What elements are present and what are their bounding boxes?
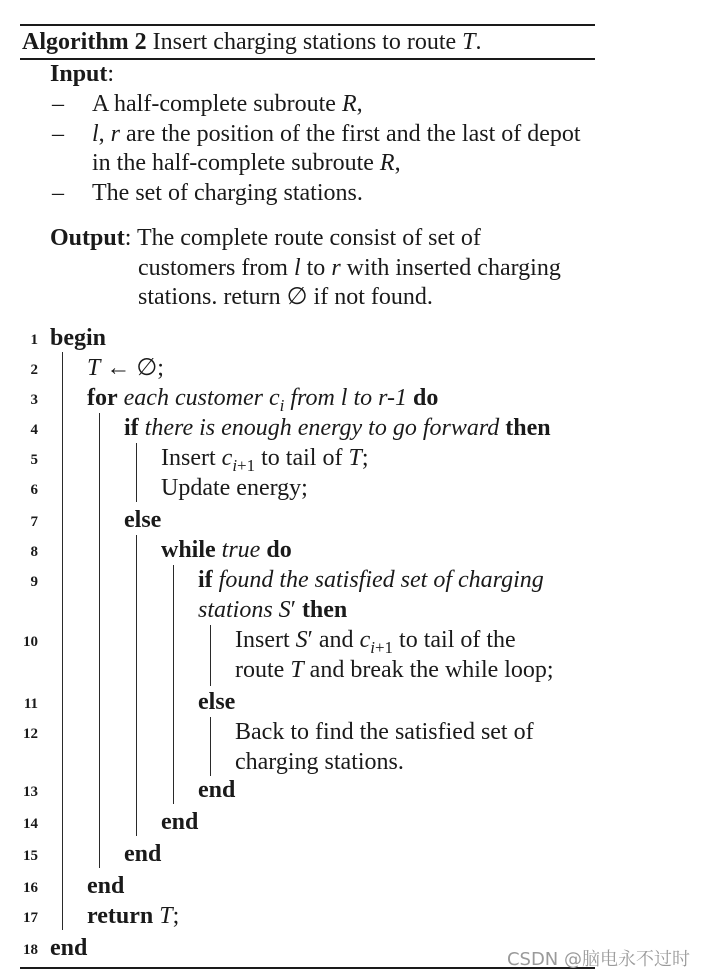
line-3-subscript: i <box>279 396 285 415</box>
block-line-inner-if-then <box>210 625 211 686</box>
caption-var: T <box>462 29 476 55</box>
line-8-cond: true <box>215 537 261 563</box>
input-colon: : <box>107 61 115 87</box>
line-10-var-c: c <box>359 627 371 653</box>
input-item-2-sep: , <box>98 121 111 147</box>
algo-line-1 <box>50 323 106 353</box>
watermark: CSDN @脑电永不过时 <box>506 949 690 970</box>
algo-line-15 <box>124 839 161 869</box>
line-5-sub-rest: +1 <box>237 456 256 475</box>
line-10-text-a: Insert <box>235 627 296 653</box>
line-9-cond: found the satisfied set of charging <box>212 567 544 593</box>
input-item-2-text: are the position of the first and the last of depot <box>120 121 581 147</box>
keyword-begin: begin <box>50 325 107 351</box>
input-item-2-var-r: r <box>110 121 121 147</box>
line-number-6: 6 <box>30 482 38 498</box>
input-label: Input <box>50 61 108 87</box>
line-10-var-t: T <box>290 657 304 683</box>
line-3-cond-a: each customer c <box>117 385 280 411</box>
input-item-3: The set of charging stations. <box>92 180 363 206</box>
line-10-prime: ′ <box>307 627 313 653</box>
block-line-if-then <box>136 443 137 502</box>
input-item-3-dash: – <box>52 180 64 206</box>
line-number-15: 15 <box>23 848 38 864</box>
output-cont1-b: to <box>300 255 332 281</box>
keyword-else: else <box>198 689 236 715</box>
output-cont1-c: with inserted charging <box>340 255 561 281</box>
line-10-var-s: S <box>295 627 308 653</box>
algo-line-16 <box>87 871 124 901</box>
line-number-1: 1 <box>30 332 38 348</box>
top-rule <box>20 24 595 26</box>
line-10-cont-b: and break the while loop; <box>303 657 554 683</box>
keyword-then: then <box>295 597 348 623</box>
block-line-for <box>99 413 100 868</box>
line-number-3: 3 <box>30 392 38 408</box>
algo-line-9 <box>198 565 544 595</box>
block-line-else <box>136 535 137 836</box>
algo-line-11 <box>198 687 235 717</box>
output-continuation-1 <box>138 253 561 283</box>
line-number-7: 7 <box>30 514 38 530</box>
algorithm-caption <box>22 27 482 57</box>
line-5-end: ; <box>361 445 369 471</box>
line-number-9: 9 <box>30 574 38 590</box>
line-2-text: ← ∅; <box>100 355 164 381</box>
line-number-17: 17 <box>23 910 38 926</box>
keyword-if: if <box>198 567 213 593</box>
line-10-sub-var: i <box>370 638 375 657</box>
block-line-inner-else <box>210 717 211 776</box>
line-17-end: ; <box>172 903 180 929</box>
input-item-2-dash: – <box>52 121 64 147</box>
input-item-2-continuation <box>92 148 401 178</box>
line-5-text-b: to tail of <box>255 445 349 471</box>
output-cont1-a: customers from <box>138 255 294 281</box>
keyword-end: end <box>124 841 162 867</box>
algo-line-2 <box>87 353 164 383</box>
line-number-5: 5 <box>30 452 38 468</box>
line-9-prime: ′ <box>290 597 296 623</box>
algo-line-10-continuation <box>235 655 554 685</box>
algo-line-13 <box>198 775 235 805</box>
line-9-cond-cont: stations S <box>198 597 291 623</box>
algo-line-18 <box>50 933 87 963</box>
line-3-cond-b: from l to r-1 <box>284 385 407 411</box>
algo-line-10 <box>235 625 516 655</box>
input-item-1-var: R <box>341 91 357 117</box>
keyword-return: return <box>87 903 154 929</box>
keyword-then: then <box>499 415 551 441</box>
keyword-end: end <box>50 935 88 961</box>
line-10-sub-rest: +1 <box>374 638 394 657</box>
block-line-while <box>173 565 174 804</box>
output-cont1-r: r <box>331 255 341 281</box>
input-item-2 <box>92 119 581 149</box>
algo-line-6: Update energy; <box>161 475 308 501</box>
keyword-if: if <box>124 415 139 441</box>
line-number-16: 16 <box>23 880 38 896</box>
algo-line-12-continuation: charging stations. <box>235 749 404 775</box>
keyword-do: do <box>260 537 292 563</box>
input-item-1-end: , <box>356 91 363 117</box>
algo-line-12: Back to find the satisfied set of <box>235 719 534 745</box>
keyword-do: do <box>406 385 439 411</box>
algo-line-14 <box>161 807 198 837</box>
line-5-sub-var: i <box>232 456 238 475</box>
input-item-1 <box>92 89 363 119</box>
keyword-for: for <box>87 385 118 411</box>
algo-line-5 <box>161 443 369 473</box>
output-continuation-2: stations. return ∅ if not found. <box>138 284 433 310</box>
line-10-text-c: to tail of the <box>393 627 516 653</box>
input-item-2-cont-end: , <box>394 150 401 176</box>
output-text: : The complete route consist of set of <box>124 225 481 251</box>
line-number-18: 18 <box>23 942 38 958</box>
caption-title: Insert charging stations to route <box>146 29 463 55</box>
keyword-end: end <box>161 809 199 835</box>
input-item-1-dash: – <box>52 91 64 117</box>
line-number-13: 13 <box>23 784 38 800</box>
algo-line-8 <box>161 535 292 565</box>
output-heading <box>50 223 481 253</box>
line-10-text-b: and <box>312 627 360 653</box>
line-number-8: 8 <box>30 544 38 560</box>
keyword-end: end <box>198 777 236 803</box>
input-item-2-cont-var: R <box>379 150 395 176</box>
input-heading <box>50 59 114 89</box>
line-number-14: 14 <box>23 816 38 832</box>
input-item-2-var-l: l <box>92 121 99 147</box>
line-10-cont-a: route <box>235 657 291 683</box>
algo-line-17 <box>87 901 179 931</box>
output-label: Output <box>50 225 125 251</box>
line-5-text-a: Insert <box>161 445 222 471</box>
output-cont1-l: l <box>293 255 301 281</box>
algo-line-7 <box>124 505 161 535</box>
algo-line-3 <box>87 383 438 413</box>
line-number-11: 11 <box>23 696 38 712</box>
keyword-end: end <box>87 873 125 899</box>
line-number-2: 2 <box>30 362 38 378</box>
block-line-begin <box>62 352 63 930</box>
caption-end: . <box>475 29 482 55</box>
keyword-while: while <box>161 537 216 563</box>
caption-label: Algorithm 2 <box>22 29 147 55</box>
line-5-var-t: T <box>348 445 362 471</box>
input-item-1-text: A half-complete subroute <box>92 91 342 117</box>
algo-line-9-continuation <box>198 595 347 625</box>
line-17-var: T <box>159 903 173 929</box>
line-number-12: 12 <box>23 726 38 742</box>
line-4-cond: there is enough energy to go forward <box>138 415 500 441</box>
line-5-var-c: c <box>221 445 233 471</box>
algo-line-4 <box>124 413 551 443</box>
line-2-var: T <box>87 355 101 381</box>
line-number-4: 4 <box>30 422 38 438</box>
input-item-2-cont-text: in the half-complete subroute <box>92 150 380 176</box>
line-number-10: 10 <box>23 634 38 650</box>
keyword-else: else <box>124 507 162 533</box>
